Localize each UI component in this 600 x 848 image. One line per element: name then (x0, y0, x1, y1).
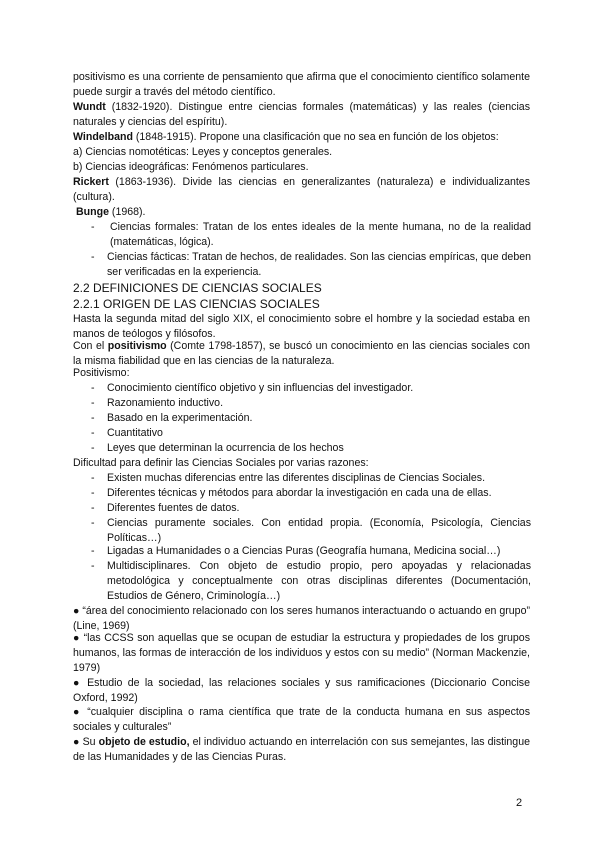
positivismo-label: Positivismo: (73, 367, 130, 379)
list-item: - Leyes que determinan la ocurrencia de los hechos (91, 442, 344, 454)
definicion-5 (73, 735, 530, 765)
ideograficas-line: b) Ciencias ideográficas: Fenómenos particulares. (73, 161, 309, 173)
origen-paragraph-2 (73, 339, 530, 369)
dificultad-label: Dificultad para definir las Ciencias Sociales por varias razones: (73, 457, 369, 469)
list-item: - Ciencias fácticas: Tratan de hechos, de realidades. Son las ciencias empíricas, que deben ser verificadas en la experiencia. (91, 251, 531, 278)
rickert-text: (1863-1936). Divide las ciencias en generalizantes (naturaleza) e individualizantes (cultura). (73, 176, 530, 203)
positivismo-bold: positivismo (107, 340, 167, 352)
origen-paragraph-1: Hasta la segunda mitad del siglo XIX, el conocimiento sobre el hombre y la sociedad estaba en manos de teólogos y filósofos. (73, 313, 530, 340)
heading-2-2-1: 2.2.1 ORIGEN DE LAS CIENCIAS SOCIALES (73, 297, 320, 311)
d5-post: el individuo actuando en interrelación con sus semejantes, las distingue de las Humanidades y de las Ciencias Puras. (73, 736, 530, 763)
definicion-1: ● “área del conocimiento relacionado con los seres humanos interactuando o actuando en grupo” (Line, 1969) (73, 605, 530, 632)
definicion-4: ● “cualquier disciplina o rama científica que trate de la conducta humana en sus aspectos sociales y culturales” (73, 706, 530, 733)
positivismo-paragraph: positivismo es una corriente de pensamiento que afirma que el conocimiento científico solamente puede surgir a través del método científico. (73, 71, 530, 98)
d5-pre: ● Su (73, 736, 99, 748)
list-item: - Conocimiento científico objetivo y sin influencias del investigador. (91, 382, 414, 394)
list-item: - Razonamiento inductivo. (91, 397, 224, 409)
bunge-name: Bunge (76, 206, 109, 218)
list-item: - Diferentes técnicas y métodos para abordar la investigación en cada una de ellas. (91, 487, 492, 499)
definicion-2: ● “las CCSS son aquellas que se ocupan de estudiar la estructura y propiedades de los grupos humanos, las formas de interacción de los individuos y estos con su medio” (Norman Mackenzie, 1979) (73, 632, 530, 674)
windelband-text: (1848-1915). Propone una clasificación que no sea en función de los objetos: (132, 131, 499, 143)
wundt-name: Wundt (73, 101, 106, 113)
list-item: - Ciencias formales: Tratan de los entes ideales de la mente humana, no de la realidad (matemáticas, lógica). (91, 221, 531, 248)
bunge-text: (1968). (108, 206, 146, 218)
list-item: - Multidisciplinares. Con objeto de estudio propio, pero apoyadas y relacionadas metodológica y conceptualmente con otras disciplinas diferentes (Documentación, Estudios de Género, Criminología…) (91, 560, 531, 602)
list-item: - Existen muchas diferencias entre las diferentes disciplinas de Ciencias Sociales. (91, 472, 486, 484)
p2-pre: Con el (73, 340, 108, 352)
rickert-paragraph (73, 175, 530, 205)
page-number: 2 (516, 797, 523, 809)
bunge-paragraph (76, 205, 533, 220)
rickert-name: Rickert (73, 176, 109, 188)
wundt-text: (1832-1920). Distingue entre ciencias formales (matemáticas) y las reales (ciencias naturales y ciencias del espíritu). (73, 101, 530, 128)
list-item: - Ligadas a Humanidades o a Ciencias Puras (Geografía humana, Medicina social…) (91, 545, 501, 557)
list-item: - Ciencias puramente sociales. Con entidad propia. (Economía, Psicología, Ciencias Políticas…) (91, 517, 531, 544)
wundt-paragraph (73, 100, 530, 130)
list-item: - Basado en la experimentación. (91, 412, 253, 424)
list-item: - Diferentes fuentes de datos. (91, 502, 240, 514)
definicion-3: ● Estudio de la sociedad, las relaciones sociales y sus ramificaciones (Diccionario Concise Oxford, 1992) (73, 677, 530, 704)
heading-2-2: 2.2 DEFINICIONES DE CIENCIAS SOCIALES (73, 281, 322, 295)
p2-post: (Comte 1798-1857), se buscó un conocimiento en las ciencias sociales con la misma fiabilidad que en las ciencias de la naturaleza. (73, 340, 530, 367)
nomoteticas-line: a) Ciencias nomotéticas: Leyes y conceptos generales. (73, 146, 333, 158)
list-item: - Cuantitativo (91, 427, 163, 439)
windelband-paragraph (73, 130, 530, 145)
objeto-estudio-bold: objeto de estudio, (98, 736, 190, 748)
windelband-name: Windelband (73, 131, 133, 143)
